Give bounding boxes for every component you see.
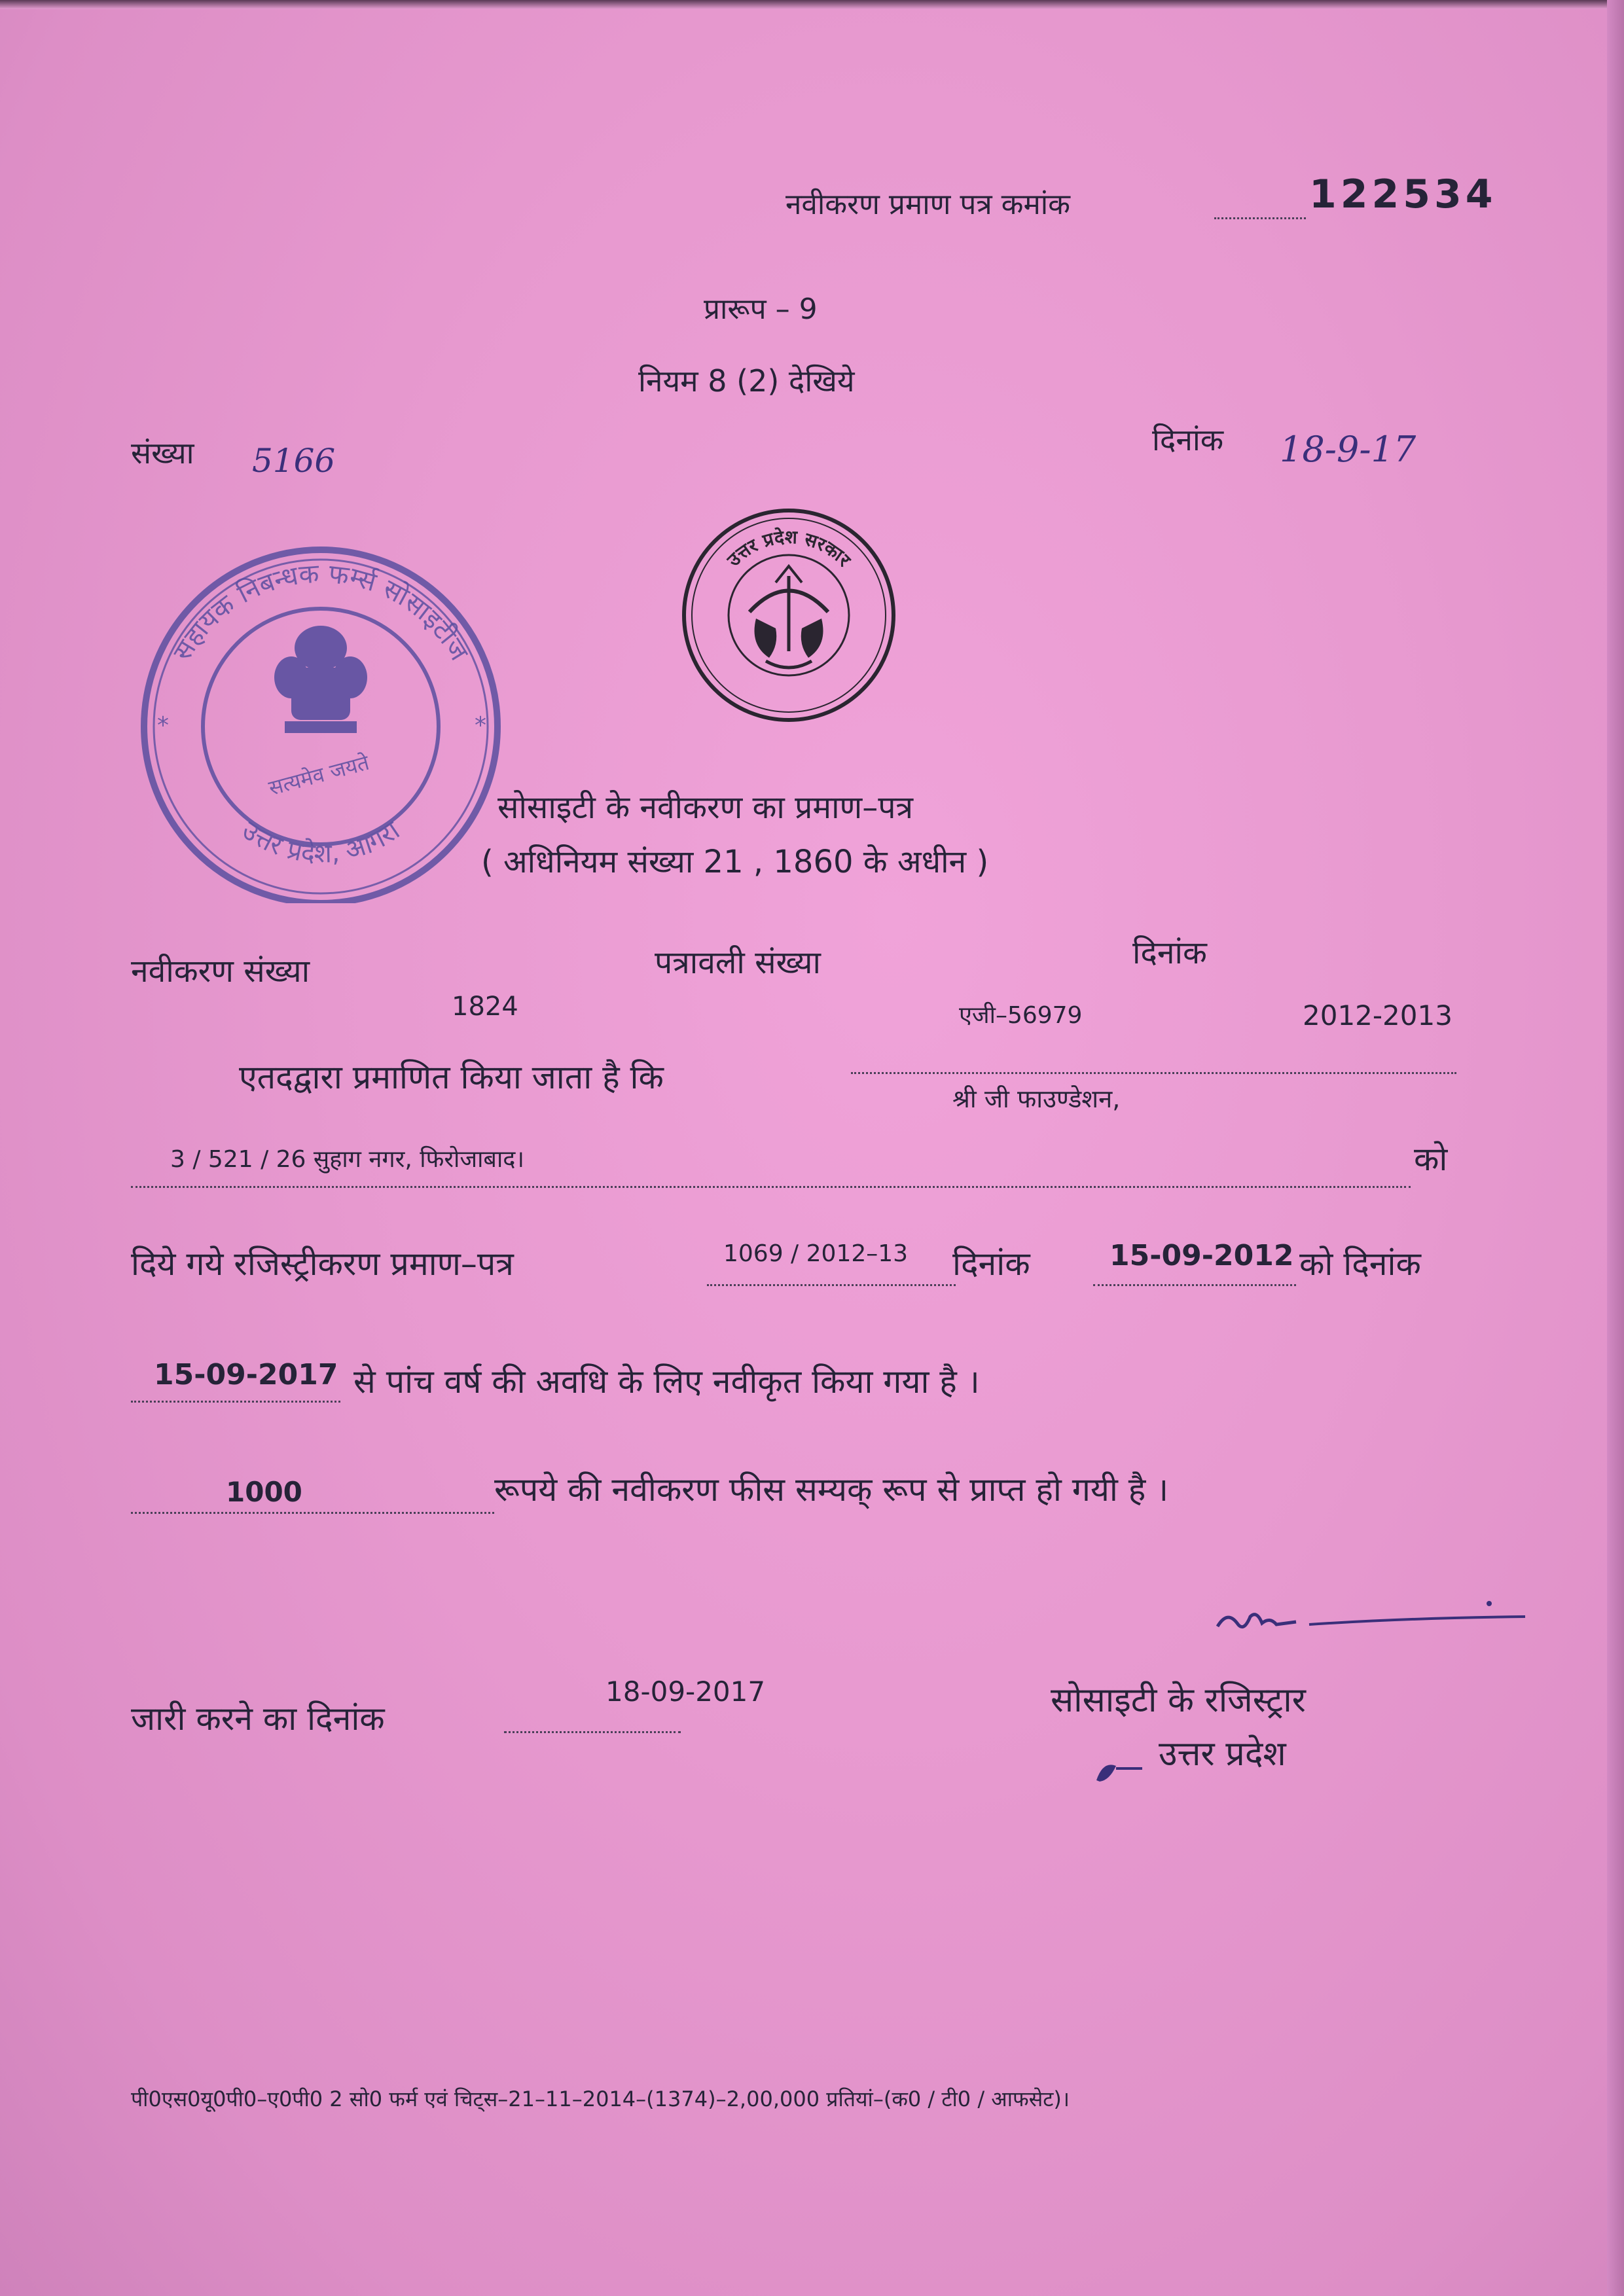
ko-dinank-text: को दिनांक bbox=[1299, 1245, 1421, 1283]
dotted-line bbox=[131, 1401, 340, 1403]
registration-date: 15-09-2012 bbox=[1110, 1239, 1294, 1272]
svg-text:सत्यमेव जयते: सत्यमेव जयते bbox=[266, 749, 372, 801]
certificate-number-value: 122534 bbox=[1309, 171, 1497, 217]
dotted-line bbox=[131, 1186, 1411, 1188]
society-name: श्री जी फाउण्डेशन, bbox=[952, 1085, 1121, 1113]
registration-text: दिये गये रजिस्ट्रीकरण प्रमाण–पत्र bbox=[131, 1245, 514, 1283]
info-date-label: दिनांक bbox=[1132, 935, 1207, 971]
form-title: प्रारूप – 9 bbox=[704, 293, 818, 326]
dotted-line bbox=[1214, 217, 1306, 219]
issue-date: 18-09-2017 bbox=[605, 1676, 766, 1708]
certify-text: एतदद्वारा प्रमाणित किया जाता है कि bbox=[239, 1058, 664, 1096]
number-label: संख्या bbox=[131, 435, 194, 471]
ashoka-emblem-icon bbox=[274, 626, 367, 733]
registrar-title: सोसाइटी के रजिस्ट्रार bbox=[1051, 1681, 1306, 1720]
period-text: से पांच वर्ष की अवधि के लिए नवीकृत किया गया है । bbox=[353, 1363, 980, 1401]
dotted-line bbox=[1093, 1284, 1296, 1286]
certificate-title: सोसाइटी के नवीकरण का प्रमाण–पत्र bbox=[497, 789, 914, 826]
act-reference: ( अधिनियम संख्या 21 , 1860 के अधीन ) bbox=[481, 844, 989, 880]
photo-edge-right bbox=[1607, 0, 1624, 2296]
office-seal-stamp bbox=[124, 537, 517, 903]
rule-reference: नियम 8 (2) देखिये bbox=[638, 363, 855, 399]
number-value: 5166 bbox=[252, 442, 336, 480]
society-address: 3 / 521 / 26 सुहाग नगर, फिरोजाबाद। bbox=[170, 1146, 525, 1173]
svg-text:सहायक निबन्धक फर्म्स सोसाइटीज: सहायक निबन्धक फर्म्स सोसाइटीज bbox=[167, 558, 475, 666]
renewal-number-label: नवीकरण संख्या bbox=[131, 953, 310, 990]
dotted-line bbox=[131, 1512, 494, 1514]
registrar-signature bbox=[1211, 1597, 1538, 1643]
svg-text:उत्तर प्रदेश, आगरा: उत्तर प्रदेश, आगरा bbox=[236, 815, 406, 869]
photo-edge-top bbox=[0, 0, 1624, 9]
info-date-value: 2012-2013 bbox=[1303, 999, 1453, 1031]
fee-amount: 1000 bbox=[226, 1476, 302, 1508]
renewal-from-date: 15-09-2017 bbox=[154, 1358, 338, 1391]
file-number-label: पत्रावली संख्या bbox=[655, 944, 821, 981]
ink-mark bbox=[1090, 1754, 1142, 1787]
date-value: 18-9-17 bbox=[1280, 429, 1416, 470]
dotted-line bbox=[504, 1731, 681, 1733]
date-label: दिनांक bbox=[1152, 422, 1224, 457]
svg-text:*: * bbox=[157, 712, 169, 739]
ko-text: को bbox=[1414, 1140, 1448, 1178]
dotted-line bbox=[851, 1072, 1456, 1074]
registration-date-label: दिनांक bbox=[952, 1245, 1030, 1283]
issue-date-label: जारी करने का दिनांक bbox=[131, 1700, 385, 1738]
registrar-state: उत्तर प्रदेश bbox=[1159, 1734, 1286, 1774]
file-number-value: एजी–56979 bbox=[959, 1002, 1083, 1029]
printer-line: पी0एस0यू0पी0–ए0पी0 2 सो0 फर्म एवं चिट्स–21–11–2014–(1374)–2,00,000 प्रतियां–(क0 / टी0 / आफसेट)। bbox=[131, 2087, 1070, 2111]
svg-text:उत्तर प्रदेश सरकार: उत्तर प्रदेश सरकार bbox=[723, 526, 856, 571]
registration-number: 1069 / 2012–13 bbox=[723, 1240, 909, 1267]
fee-text: रूपये की नवीकरण फीस सम्यक् रूप से प्राप्त हो गयी है । bbox=[494, 1471, 1169, 1509]
dotted-line bbox=[707, 1284, 956, 1286]
certificate-number-label: नवीकरण प्रमाण पत्र कमांक bbox=[785, 188, 1070, 221]
renewal-number-value: 1824 bbox=[452, 992, 518, 1022]
up-government-emblem-icon bbox=[677, 504, 900, 726]
svg-text:*: * bbox=[475, 712, 486, 739]
